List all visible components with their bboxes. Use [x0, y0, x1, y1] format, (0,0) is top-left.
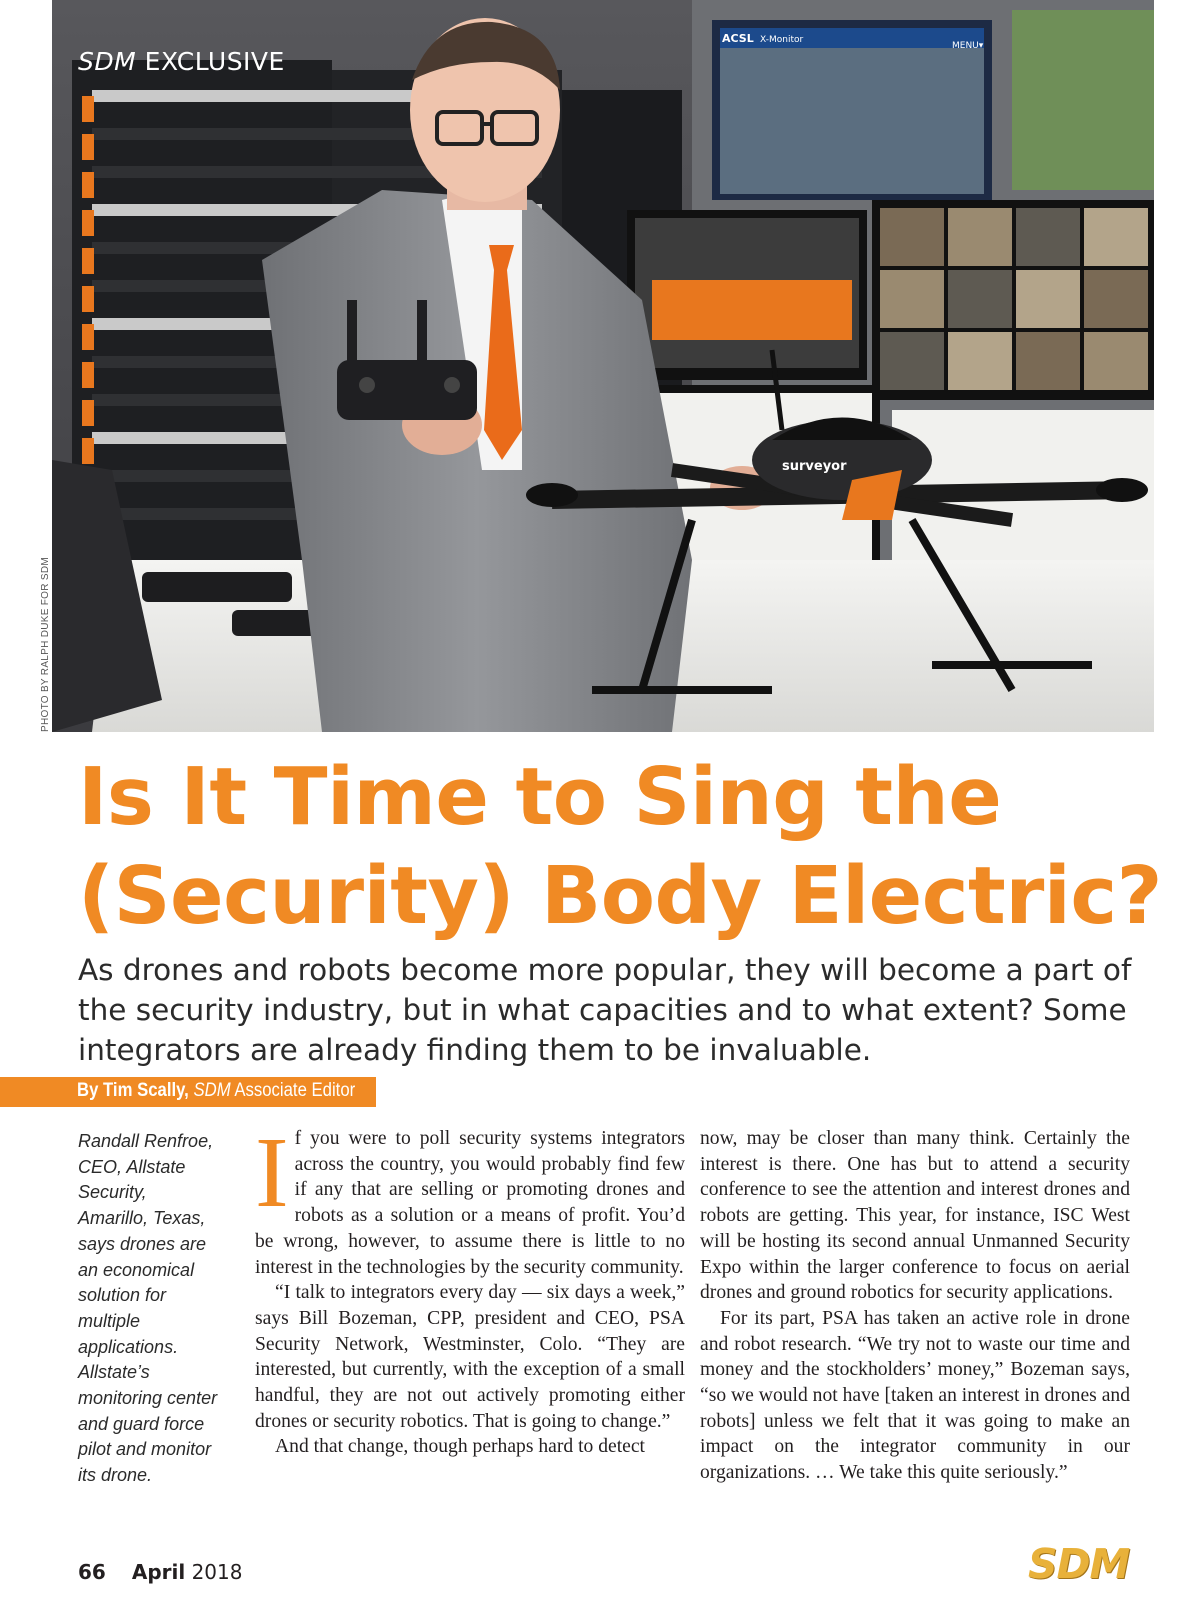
cable-bundle [82, 96, 94, 122]
headline-line-1: Is It Time to Sing the [78, 751, 1002, 843]
cctv-tile [1016, 332, 1080, 390]
cctv-tile [880, 332, 944, 390]
drone-brand-label: surveyor [782, 459, 847, 474]
cable-bundle [82, 248, 94, 274]
body-column-2 [700, 1126, 1130, 1486]
issue-year: 2018 [185, 1560, 243, 1584]
byline-publication: SDM [193, 1080, 231, 1101]
cctv-tile [948, 208, 1012, 266]
kicker-text: EXCLUSIVE [136, 47, 285, 76]
cable-bundle [82, 400, 94, 426]
headline [78, 748, 1178, 946]
cable-bundle [82, 134, 94, 160]
cctv-tile [1084, 270, 1148, 328]
issue-month: April [131, 1560, 186, 1584]
deck: As drones and robots become more popular, they will become a part of the security industry, but in what capacities and to what extent? Some integrators are already finding them to be invaluable. [78, 953, 1132, 1067]
cable-bundle [82, 438, 94, 464]
cable-bundle [82, 324, 94, 350]
hero-photo-illustration [52, 0, 1154, 732]
body-column-1 [255, 1116, 685, 1460]
body-paragraph: f you were to poll security systems integrators across the country, you would probably find few if any that are selling or promoting drones and robots as a solution or a means of profit. You’d be wrong, however, to assume there is little to no interest in the technologies by the security community. [255, 1128, 685, 1278]
page-footer [78, 1560, 242, 1584]
kicker [78, 47, 285, 76]
cable-bundle [82, 172, 94, 198]
keyboard [142, 572, 292, 602]
monitor-menu-label: MENU▾ [952, 41, 984, 51]
drop-cap: I [255, 1116, 289, 1228]
cctv-tile [948, 270, 1012, 328]
cctv-tile [948, 332, 1012, 390]
body-paragraph: now, may be closer than many think. Certainly the interest is there. One has but to attend a security conference to see the attention and interest drones and robots are getting. This year, for instance, ISC West will be hosting its second annual Unmanned Security Expo within the larger conference to focus on aerial drones and ground robotics for security applications. [700, 1128, 1130, 1304]
cctv-tile [880, 208, 944, 266]
cctv-tile [1084, 208, 1148, 266]
monitor-brand-label: ACSL [722, 32, 754, 45]
sdm-logo: SDM [1028, 1540, 1130, 1588]
hero-photo [52, 0, 1154, 732]
cctv-tile [880, 270, 944, 328]
photo-caption: Randall Renfroe, CEO, Allstate Security, Amarillo, Texas, says drones are an economical solution for multiple applications. Allstate’s monitoring center and guard force pilot and monitor its drone. [78, 1131, 218, 1486]
byline-author: By Tim Scally, [77, 1080, 194, 1101]
cctv-tile [1016, 270, 1080, 328]
monitor-title-label: X-Monitor [760, 35, 804, 45]
body-paragraph: “I talk to integrators every day — six days a week,” says Bill Bozeman, CPP, president and CEO, PSA Security Network, Westminster, Colo. “They are interested, but currently, with the exception of a small handful, they are not out actively promoting either drones or security robotics. That is going to change.” [255, 1282, 685, 1432]
body-paragraph: For its part, PSA has taken an active role in drone and robot research. “We try not to waste our time and money and the stockholders’ money,” Bozeman says, “so we would not have [taken an interest in drones and robots] unless we felt that it was going to make an impact on the integrator community in our organizations. … We take this quite seriously.” [700, 1307, 1130, 1484]
byline-role: Associate Editor [230, 1080, 356, 1101]
cctv-tile [1084, 332, 1148, 390]
body-paragraph: And that change, though perhaps hard to detect [275, 1436, 645, 1458]
kicker-brand: SDM [78, 47, 137, 76]
byline [77, 1080, 355, 1102]
photo-credit: PHOTO BY RALPH DUKE FOR SDM [40, 557, 51, 732]
page-number: 66 [78, 1560, 106, 1584]
cctv-tile [1016, 208, 1080, 266]
headline-line-2: (Security) Body Electric? [78, 850, 1163, 942]
cable-bundle [82, 362, 94, 388]
cable-bundle [82, 210, 94, 236]
cable-bundle [82, 286, 94, 312]
